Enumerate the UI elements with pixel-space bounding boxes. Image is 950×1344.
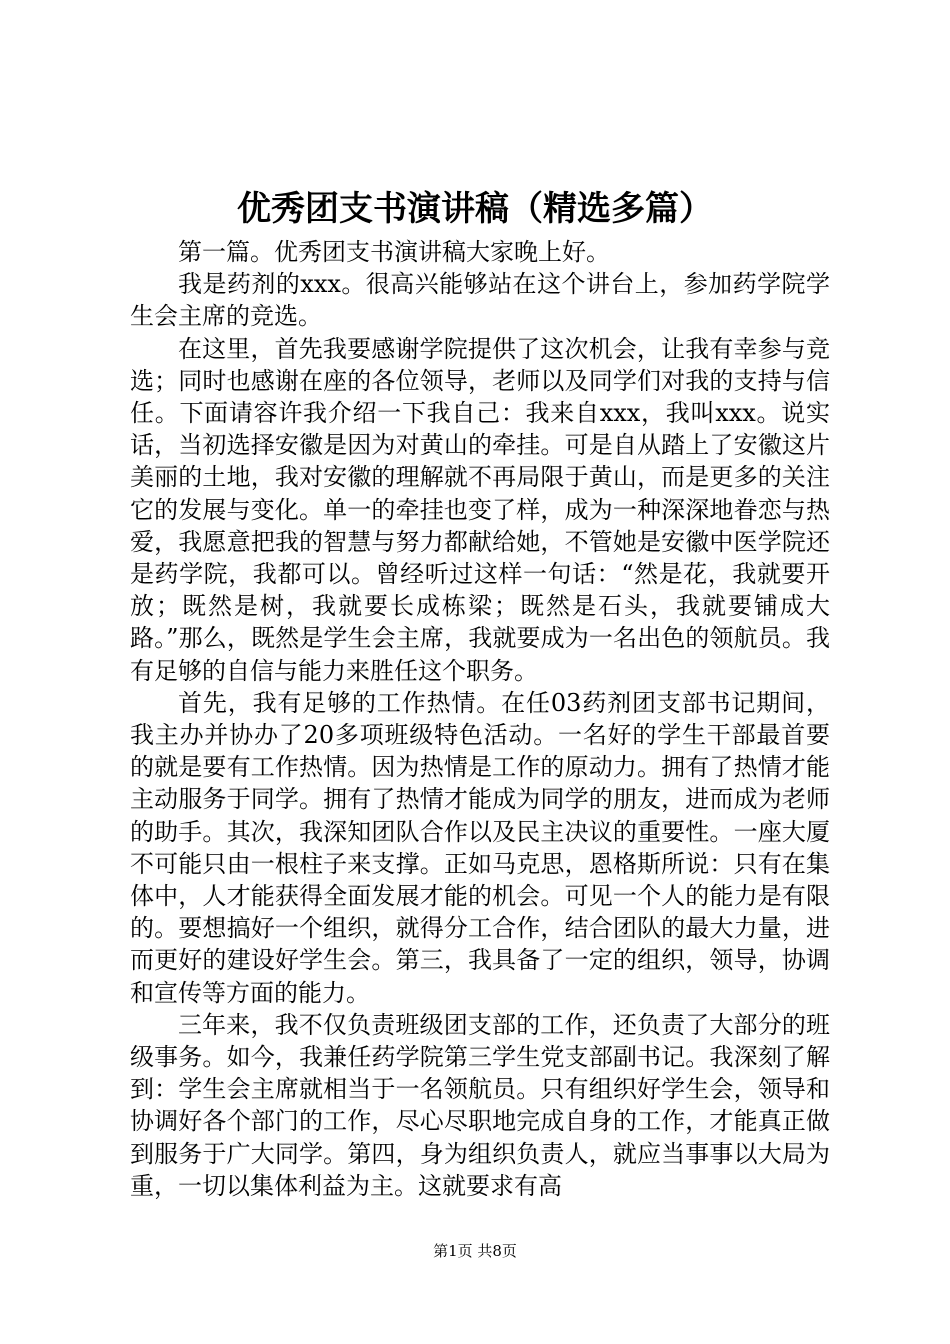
paragraph: 我是药剂的xxx。很高兴能够站在这个讲台上，参加药学院学生会主席的竞选。 xyxy=(130,270,830,331)
document-body xyxy=(130,236,830,1202)
paragraph: 首先，我有足够的工作热情。在任03药剂团支部书记期间，我主办并协办了20多项班级特色活动。一名好的学生干部最首要的就是要有工作热情。因为热情是工作的原动力。拥有了热情才能主动服务于同学。拥有了热情才能成为同学的朋友，进而成为老师的助手。其次，我深知团队合作以及民主决议的重要性。一座大厦不可能只由一根柱子来支撑。正如马克思，恩格斯所说：只有在集体中，人才能获得全面发展才能的机会。可见一个人的能力是有限的。要想搞好一个组织，就得分工合作，结合团队的最大力量，进而更好的建设好学生会。第三，我具备了一定的组织，领导，协调和宣传等方面的能力。 xyxy=(130,688,830,1007)
paragraph: 在这里，首先我要感谢学院提供了这次机会，让我有幸参与竞选；同时也感谢在座的各位领导，老师以及同学们对我的支持与信任。下面请容许我介绍一下我自己：我来自xxx，我叫xxx。说实话，当初选择安徽是因为对黄山的牵挂。可是自从踏上了安徽这片美丽的土地，我对安徽的理解就不再局限于黄山，而是更多的关注它的发展与变化。单一的牵挂也变了样，成为一种深深地眷恋与热爱，我愿意把我的智慧与努力都献给她，不管她是安徽中医学院还是药学院，我都可以。曾经听过这样一句话：“然是花，我就要开放；既然是树，我就要长成栋梁；既然是石头，我就要铺成大路。”那么，既然是学生会主席，我就要成为一名出色的领航员。我有足够的自信与能力来胜任这个职务。 xyxy=(130,334,830,685)
paragraph: 三年来，我不仅负责班级团支部的工作，还负责了大部分的班级事务。如今，我兼任药学院第三学生党支部副书记。我深刻了解到：学生会主席就相当于一名领航员。只有组织好学生会，领导和协调好各个部门的工作，尽心尽职地完成自身的工作，才能真正做到服务于广大同学。第四，身为组织负责人，就应当事事以大局为重，一切以集体利益为主。这就要求有高 xyxy=(130,1010,830,1200)
document-title: 优秀团支书演讲稿（精选多篇） xyxy=(237,189,713,229)
paragraph: 第一篇。优秀团支书演讲稿大家晚上好。 xyxy=(178,238,610,266)
page-number-footer: 第1页 共8页 xyxy=(433,1242,517,1260)
